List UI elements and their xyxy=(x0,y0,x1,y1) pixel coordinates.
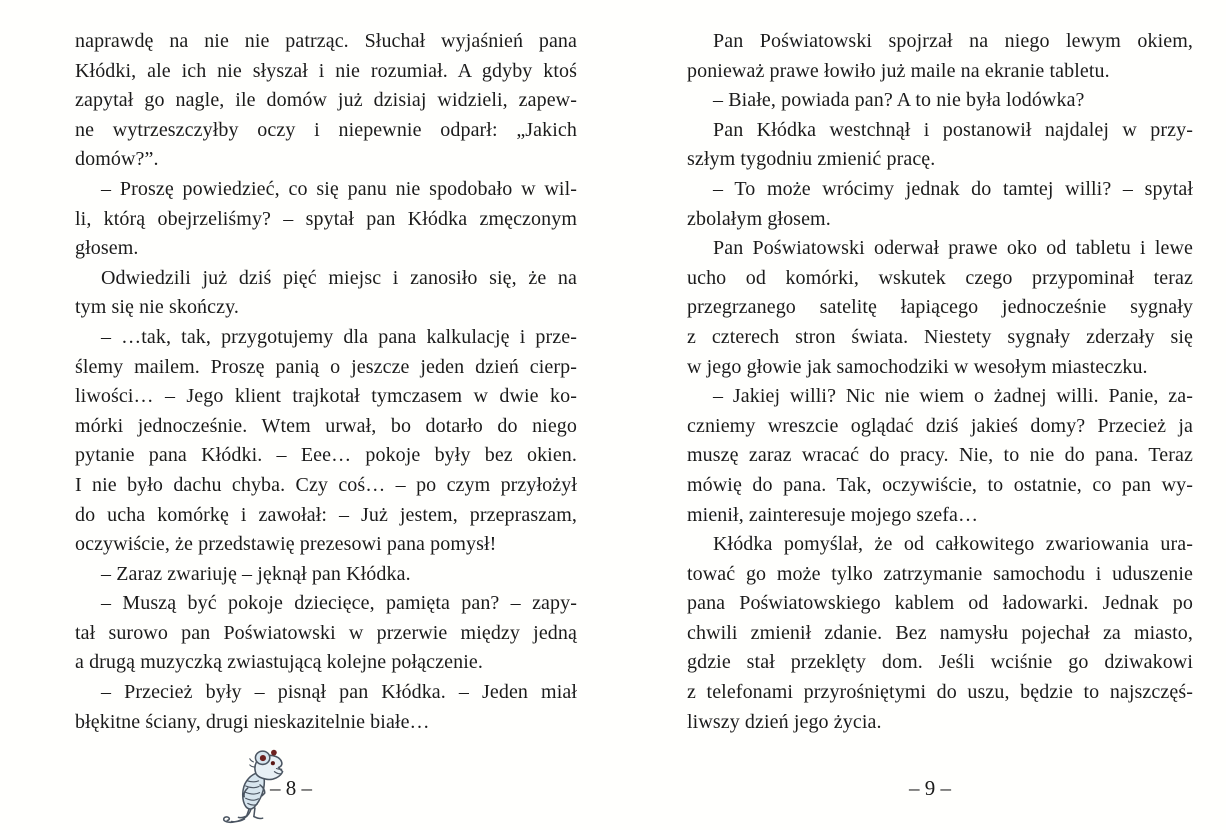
text-line: – To może wrócimy jednak do tamtej willi? – spytał xyxy=(713,177,1193,200)
text-line: pana Poświatowskiego kablem od ładowarki. Jednak po xyxy=(687,592,1193,615)
text-line: Kłódka pomyślał, że od całkowitego zwariowania ura- xyxy=(713,533,1193,556)
text-line: tym się nie skończy. xyxy=(75,296,240,319)
text-line: mówię do pana. Tak, oczywiście, to ostatnie, co pan wy- xyxy=(687,473,1193,496)
text-line: – …tak, tak, przygotujemy dla pana kalkulację i prze- xyxy=(101,325,577,348)
text-line: błękitne ściany, drugi nieskazitelnie białe… xyxy=(75,710,430,733)
text-line: do ucha komórkę i zawołał: – Już jestem, przepraszam, xyxy=(75,503,577,526)
text-line: mórki jednocześnie. Wtem urwał, bo dotarło do niego xyxy=(75,414,577,437)
text-line: liwszy dzień jego życia. xyxy=(687,710,882,733)
page-right-text-column xyxy=(687,27,1193,737)
text-line: zbolałym głosem. xyxy=(687,207,831,230)
text-line: Pan Kłódka westchnął i postanowił najdalej w przy- xyxy=(713,118,1193,141)
text-line: – Zaraz zwariuję – jęknął pan Kłódka. xyxy=(101,562,411,585)
text-line: ponieważ prawe łowiło już maile na ekranie tabletu. xyxy=(687,59,1110,82)
page-number-left: – 8 – xyxy=(270,776,312,800)
text-line: pytanie pana Kłódki. – Eee… pokoje były bez okien. xyxy=(75,444,577,467)
text-line: oczywiście, że przedstawię prezesowi pana pomysł! xyxy=(75,533,497,556)
text-line: głosem. xyxy=(75,237,139,260)
text-line: tować go może tylko zatrzymanie samochodu i uduszenie xyxy=(687,562,1193,585)
text-line: a drugą muzyczką zwiastującą kolejne połączenie. xyxy=(75,651,483,674)
text-line: ne wytrzeszczyłby oczy i niepewnie odparł: „Jakich xyxy=(75,118,577,141)
text-line: I nie było dachu chyba. Czy coś… – po czym przyłożył xyxy=(75,473,577,496)
text-line: li, którą obejrzeliśmy? – spytał pan Kłódka zmęczonym xyxy=(75,207,577,230)
text-line: czniemy wreszcie oglądać dziś jakieś domy? Przecież ja xyxy=(687,414,1193,437)
text-line: w jego głowie jak samochodziki w wesołym miasteczku. xyxy=(687,355,1148,378)
text-line: liwości… – Jego klient trajkotał tymczasem w dwie ko- xyxy=(75,385,577,408)
text-line: muszę zaraz wracać do pracy. Nie, to nie do pana. Teraz xyxy=(687,444,1193,467)
text-line: mienił, zainteresuje mojego szefa… xyxy=(687,503,979,526)
text-line: Pan Poświatowski spojrzał na niego lewym okiem, xyxy=(713,30,1193,52)
text-line: tał surowo pan Poświatowski w przerwie między jedną xyxy=(75,621,577,644)
text-line: – Muszą być pokoje dziecięce, pamięta pan? – zapy- xyxy=(101,592,577,615)
text-line: domów?”. xyxy=(75,148,159,171)
text-line: Pan Poświatowski oderwał prawe oko od tabletu i lewe xyxy=(713,237,1193,260)
page-number-right: – 9 – xyxy=(909,776,951,800)
text-line: Kłódki, ale ich nie słyszał i nie rozumiał. A gdyby ktoś xyxy=(75,59,577,82)
text-line: gdzie stał przeklęty dom. Jeśli wciśnie go dziwakowi xyxy=(687,651,1193,674)
text-line: przegrzanego satelitę łapiącego jednocześnie sygnały xyxy=(687,296,1193,319)
page-left-text-column xyxy=(75,27,577,737)
text-line: szłym tygodniu zmienić pracę. xyxy=(687,148,936,171)
text-line: z telefonami przyrośniętymi do uszu, będzie to najszczęś- xyxy=(687,681,1193,704)
text-line: – Białe, powiada pan? A to nie była lodówka? xyxy=(713,89,1085,112)
text-line: – Jakiej willi? Nic nie wiem o żadnej willi. Panie, za- xyxy=(713,385,1193,408)
text-line: z czterech stron świata. Niestety sygnały zderzały się xyxy=(687,325,1193,348)
text-line: naprawdę na nie nie patrząc. Słuchał wyjaśnień pana xyxy=(75,30,577,52)
text-line: Odwiedzili już dziś pięć miejsc i zanosiło się, że na xyxy=(101,266,577,289)
text-line: chwili zmienił zdanie. Bez namysłu pojechał za miasto, xyxy=(687,621,1193,644)
text-line: – Proszę powiedzieć, co się panu nie spodobało w wil- xyxy=(101,177,577,200)
text-line: – Przecież były – pisnął pan Kłódka. – Jeden miał xyxy=(101,681,577,704)
text-line: zapytał go nagle, ile domów już dzisiaj widzieli, zapew- xyxy=(75,89,577,112)
text-line: ucho od komórki, wskutek czego przypominał teraz xyxy=(687,266,1193,289)
text-line: ślemy mailem. Proszę panią o jeszcze jeden dzień cierp- xyxy=(75,355,577,378)
